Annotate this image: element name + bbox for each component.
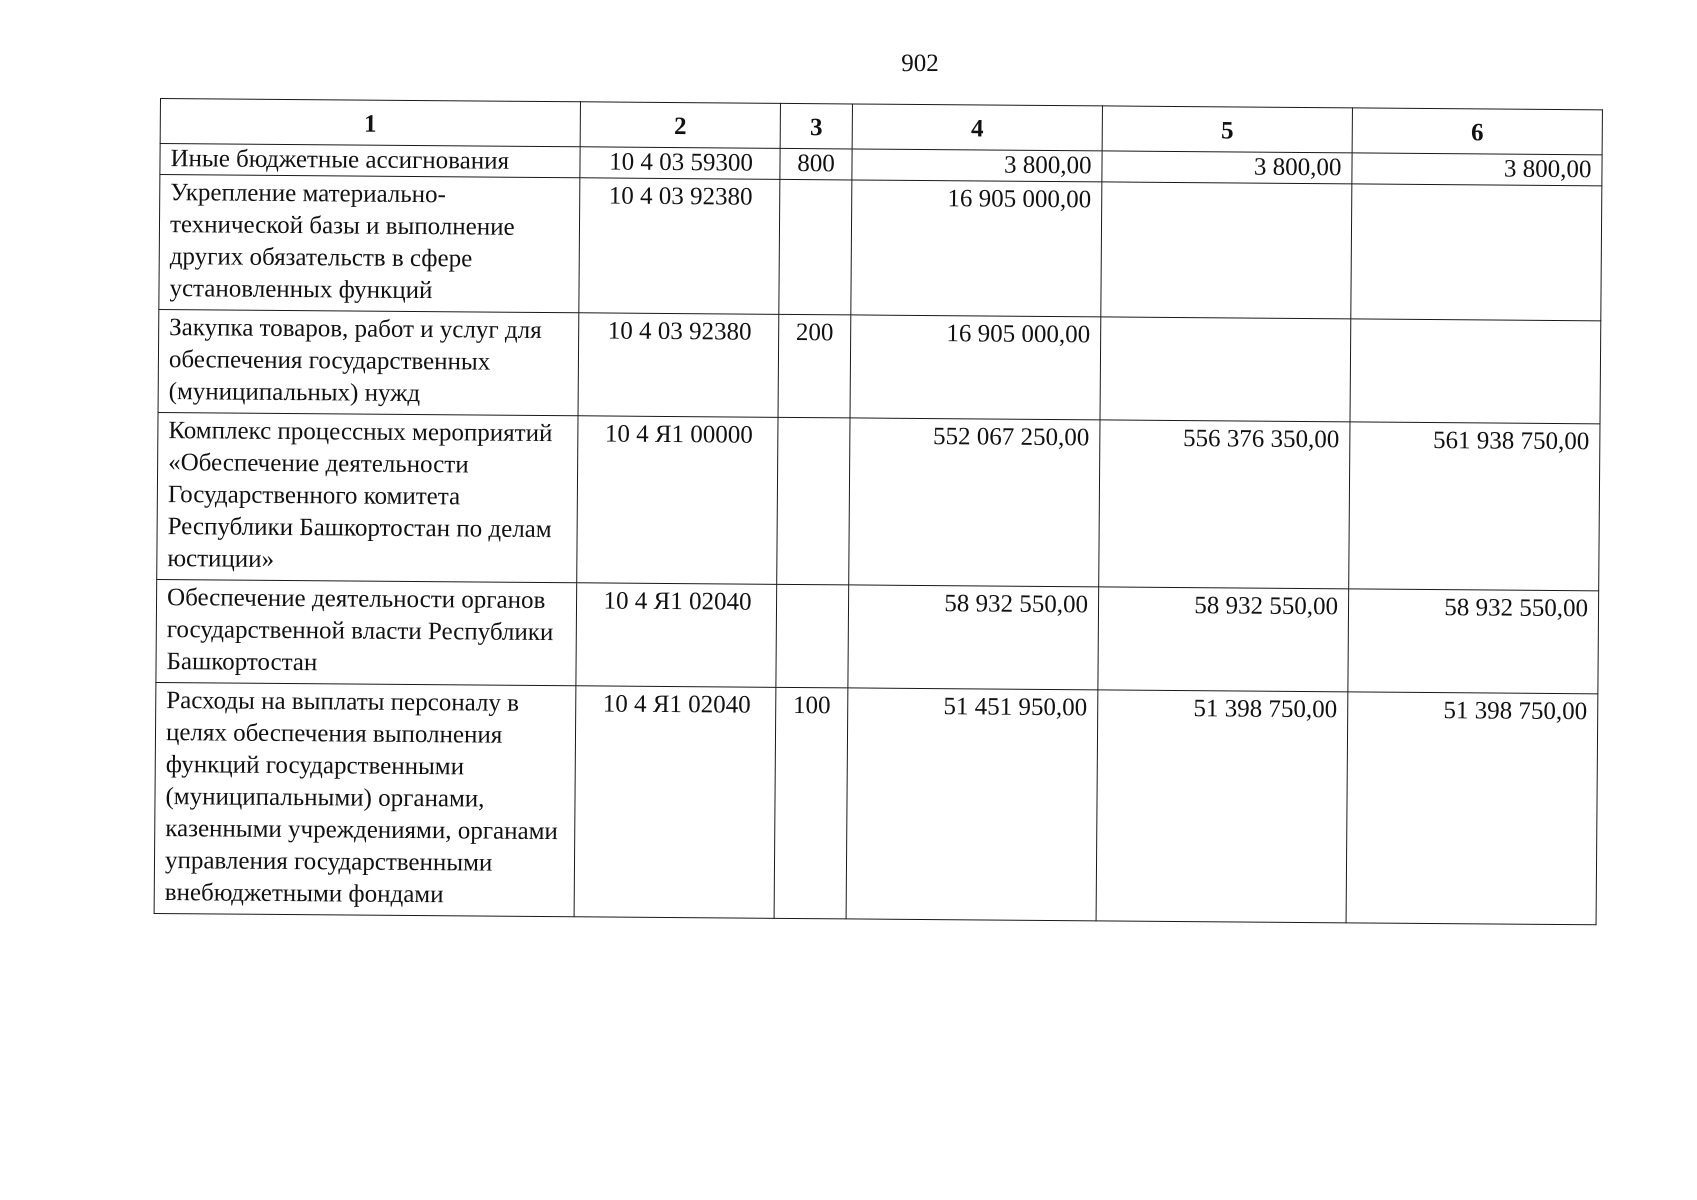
row-code: 10 4 Я1 02040 bbox=[574, 686, 776, 919]
column-header-5: 5 bbox=[1102, 106, 1352, 153]
row-description: Расходы на выплаты персоналу в целях обеспечения выполнения функций государственными (муниципальными) органами, казенными учреждениями, органами управления государственными внебюджетными фондами bbox=[154, 682, 576, 916]
row-amount-col4: 3 800,00 bbox=[852, 149, 1102, 182]
column-header-3: 3 bbox=[780, 103, 852, 149]
row-amount-col4: 16 905 000,00 bbox=[850, 315, 1101, 420]
row-expense-type bbox=[779, 179, 852, 315]
column-header-6: 6 bbox=[1352, 108, 1602, 155]
page-number: 902 bbox=[901, 50, 939, 77]
table-row bbox=[157, 412, 1600, 590]
row-amount-col6: 51 398 750,00 bbox=[1346, 692, 1598, 925]
row-amount-col6: 3 800,00 bbox=[1352, 153, 1602, 186]
row-amount-col4: 16 905 000,00 bbox=[851, 180, 1102, 317]
row-amount-col6 bbox=[1350, 319, 1601, 424]
row-description: Комплекс процессных мероприятий «Обеспечение деятельности Государственного комитета Республики Башкортостан по делам юстиции» bbox=[157, 412, 578, 582]
row-description: Обеспечение деятельности органов государственной власти Республики Башкортостан bbox=[156, 579, 577, 685]
row-amount-col4: 58 932 550,00 bbox=[848, 585, 1099, 690]
row-amount-col4: 51 451 950,00 bbox=[846, 688, 1098, 921]
row-expense-type: 200 bbox=[778, 314, 851, 418]
row-amount-col4: 552 067 250,00 bbox=[849, 418, 1100, 587]
table-row bbox=[158, 309, 1601, 423]
column-header-4: 4 bbox=[852, 104, 1102, 151]
row-code: 10 4 Я1 00000 bbox=[577, 416, 778, 585]
column-header-1: 1 bbox=[160, 99, 580, 147]
row-expense-type: 100 bbox=[774, 687, 848, 919]
row-description: Закупка товаров, работ и услуг для обеспечения государственных (муниципальных) нужд bbox=[158, 309, 579, 415]
row-amount-col5: 58 932 550,00 bbox=[1098, 587, 1349, 692]
row-description: Иные бюджетные ассигнования bbox=[160, 144, 580, 178]
budget-table bbox=[154, 98, 1603, 925]
row-amount-col6: 58 932 550,00 bbox=[1348, 589, 1599, 694]
row-code: 10 4 03 59300 bbox=[580, 147, 780, 180]
column-header-2: 2 bbox=[580, 102, 780, 149]
row-expense-type bbox=[777, 417, 850, 585]
row-amount-col5 bbox=[1101, 182, 1352, 319]
row-expense-type bbox=[776, 584, 849, 688]
row-amount-col6 bbox=[1351, 184, 1602, 321]
row-code: 10 4 03 92380 bbox=[579, 178, 780, 315]
row-expense-type: 800 bbox=[780, 148, 852, 180]
row-description: Укрепление материально-технической базы и выполнение других обязательств в сфере установленных функций bbox=[159, 175, 580, 313]
table-row bbox=[154, 682, 1598, 924]
table-container bbox=[154, 98, 1603, 925]
row-amount-col5 bbox=[1100, 317, 1351, 422]
row-code: 10 4 Я1 02040 bbox=[576, 583, 777, 688]
row-code: 10 4 03 92380 bbox=[578, 313, 779, 418]
table-row bbox=[156, 579, 1599, 693]
row-amount-col5: 3 800,00 bbox=[1102, 151, 1352, 184]
row-amount-col6: 561 938 750,00 bbox=[1349, 422, 1600, 591]
table-row bbox=[159, 175, 1602, 321]
row-amount-col5: 51 398 750,00 bbox=[1096, 690, 1348, 923]
row-amount-col5: 556 376 350,00 bbox=[1099, 420, 1350, 589]
